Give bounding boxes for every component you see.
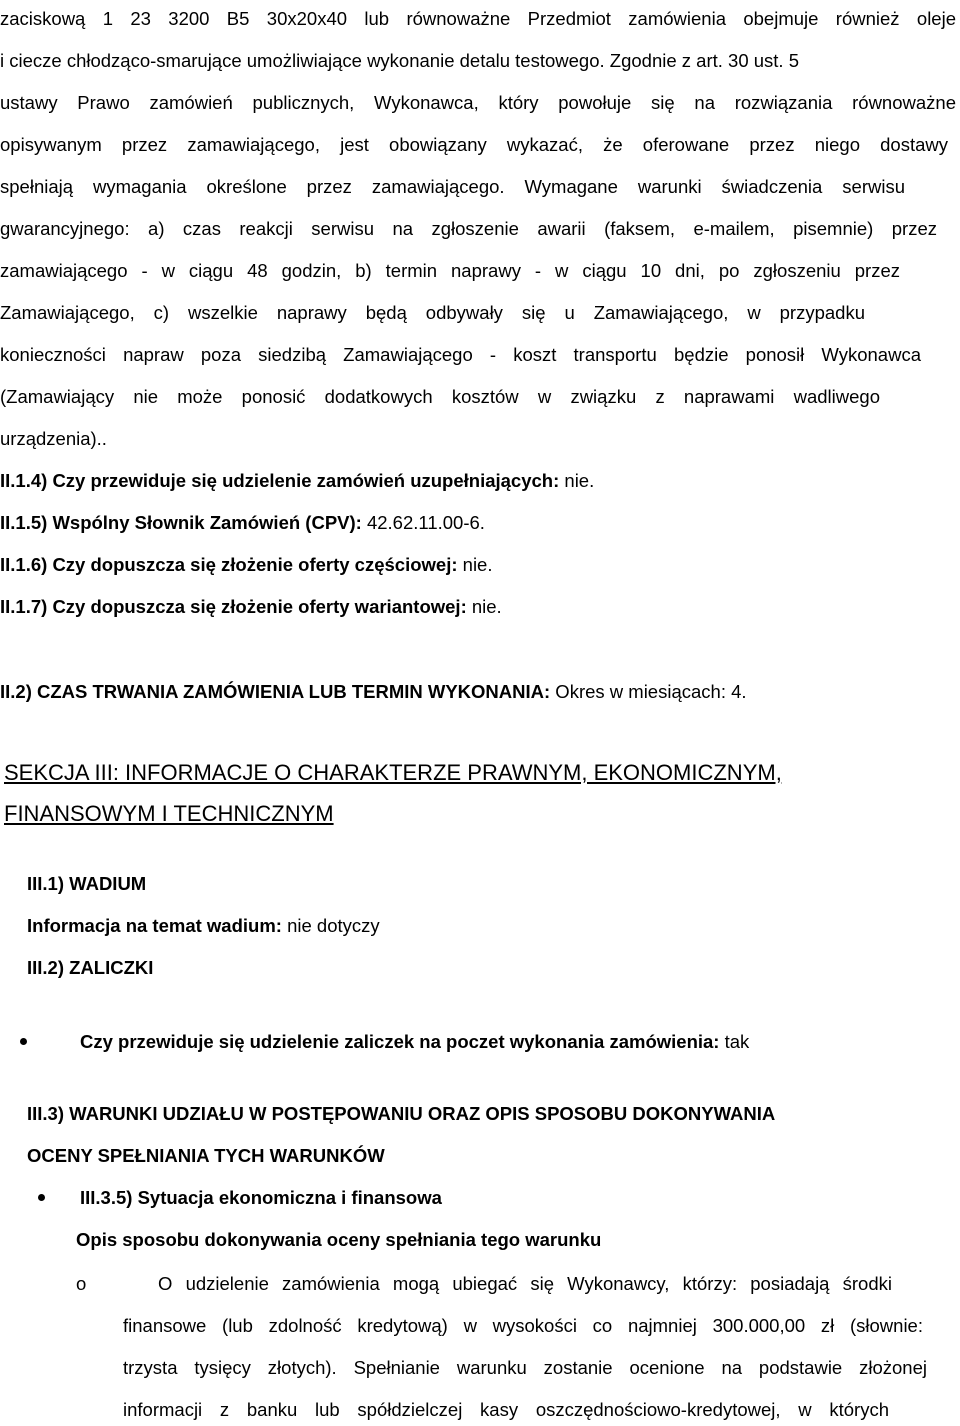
paragraph-line: gwarancyjnego: a) czas reakcji serwisu na zgłoszenie awarii (faksem, e-mailem, pisemnie) przez [0, 218, 937, 239]
item-value: 42.62.11.00-6. [361, 512, 485, 533]
paragraph-line: opisywanym przez zamawiającego, jest obowiązany wykazać, że oferowane przez niego dostawy [0, 134, 948, 155]
paragraph-line: (Zamawiający nie może ponosić dodatkowych kosztów w związku z naprawami wadliwego [0, 386, 880, 407]
opis-line: O udzielenie zamówienia mogą ubiegać się Wykonawcy, którzy: posiadają środki [158, 1273, 892, 1294]
item-ii-1-4 [0, 470, 594, 492]
item-value: Okres w miesiącach: 4. [550, 681, 747, 702]
opis-line: trzysta tysięcy złotych). Spełnianie warunku zostanie ocenione na podstawie złożonej [123, 1357, 927, 1378]
item-value: nie. [466, 596, 502, 617]
paragraph-line: ustawy Prawo zamówień publicznych, Wykonawca, który powołuje się na rozwiązania równoważne [0, 92, 956, 113]
item-value: nie. [457, 554, 493, 575]
heading-iii-3: III.3) WARUNKI UDZIAŁU W POSTĘPOWANIU ORAZ OPIS SPOSOBU DOKONYWANIA [27, 1103, 776, 1124]
wadium-value: nie dotyczy [281, 915, 380, 936]
heading-iii-2: III.2) ZALICZKI [27, 957, 154, 978]
bullet-icon [38, 1194, 45, 1201]
paragraph-line: urządzenia).. [0, 428, 107, 449]
paragraph-line: Zamawiającego, c) wszelkie naprawy będą odbywały się u Zamawiającego, w przypadku [0, 302, 865, 323]
section-title: FINANSOWYM I TECHNICZNYM [4, 801, 334, 826]
bullet-icon [20, 1038, 27, 1045]
item-value: nie. [559, 470, 595, 491]
sub-bullet-icon: o [76, 1273, 87, 1294]
opis-line: informacji z banku lub spółdzielczej kasy oszczędnościowo-kredytowej, w których [123, 1399, 889, 1420]
opis-line: finansowe (lub zdolność kredytową) w wysokości co najmniej 300.000,00 zł (słownie: [123, 1315, 923, 1336]
paragraph-line: konieczności napraw poza siedzibą Zamawiającego - koszt transportu będzie ponosił Wykonawca [0, 344, 921, 365]
zaliczki-label: Czy przewiduje się udzielenie zaliczek na poczet wykonania zamówienia: [80, 1031, 720, 1052]
item-label: II.1.7) Czy dopuszcza się złożenie oferty wariantowej: [0, 596, 467, 617]
paragraph-line: zamawiającego - w ciągu 48 godzin, b) termin naprawy - w ciągu 10 dni, po zgłoszeniu przez [0, 260, 900, 281]
heading-iii-1: III.1) WADIUM [27, 873, 147, 894]
paragraph-line: spełniają wymagania określone przez zamawiającego. Wymagane warunki świadczenia serwisu [0, 176, 905, 197]
item-ii-2 [0, 681, 747, 703]
item-label: II.1.6) Czy dopuszcza się złożenie oferty częściowej: [0, 554, 458, 575]
heading-iii-3: OCENY SPEŁNIANIA TYCH WARUNKÓW [27, 1145, 385, 1166]
paragraph-line: zaciskową 1 23 3200 B5 30x20x40 lub równoważne Przedmiot zamówienia obejmuje również oleje [0, 8, 956, 29]
opis-heading: Opis sposobu dokonywania oceny spełniania tego warunku [76, 1229, 602, 1250]
item-label: II.1.4) Czy przewiduje się udzielenie zamówień uzupełniających: [0, 470, 560, 491]
item-label: II.1.5) Wspólny Słownik Zamówień (CPV): [0, 512, 362, 533]
wadium-label: Informacja na temat wadium: [27, 915, 282, 936]
zaliczki-value: tak [719, 1031, 750, 1052]
item-ii-1-6 [0, 554, 492, 576]
paragraph-line: i ciecze chłodząco-smarujące umożliwiające wykonanie detalu testowego. Zgodnie z art. 30 ust. 5 [0, 50, 799, 71]
zaliczki-info [80, 1031, 749, 1053]
section-title: SEKCJA III: INFORMACJE O CHARAKTERZE PRAWNYM, EKONOMICZNYM, [4, 760, 782, 785]
heading-iii-3-5: III.3.5) Sytuacja ekonomiczna i finansowa [80, 1187, 442, 1208]
item-ii-1-5 [0, 512, 485, 534]
item-ii-1-7 [0, 596, 502, 618]
wadium-info [27, 915, 380, 937]
item-label: II.2) CZAS TRWANIA ZAMÓWIENIA LUB TERMIN WYKONANIA: [0, 681, 551, 702]
